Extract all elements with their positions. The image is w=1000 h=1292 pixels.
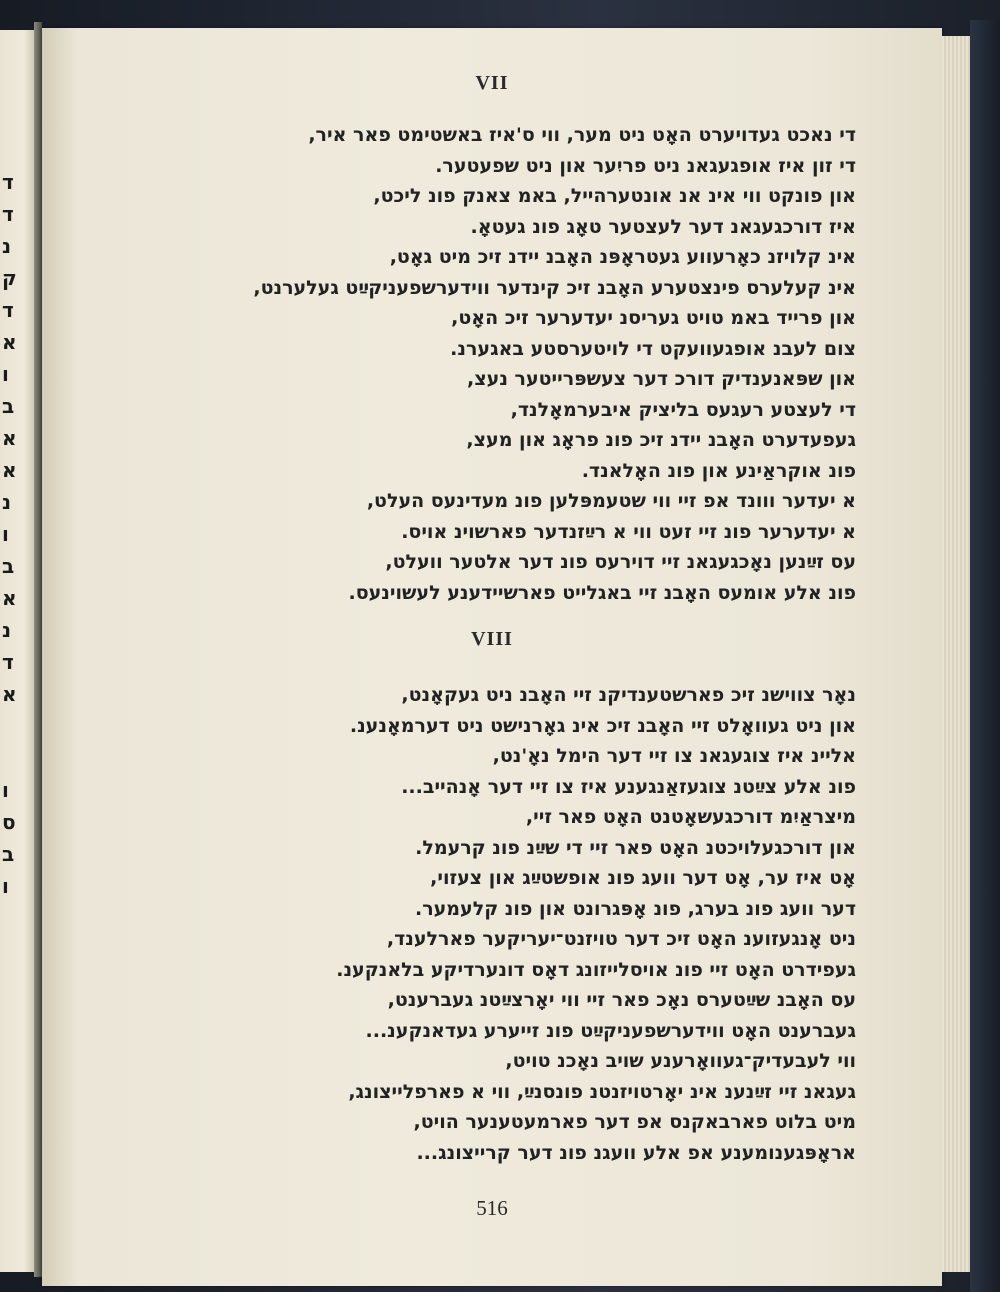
poem-line: פונ אלע אומעס האָבנ זיי באגלייט פארשיידענע לעשוינעס.	[348, 581, 856, 604]
poem-line: און ניט געוואָלט זיי האָבנ זיכ אינ גאָרנישט ניט דערמאָנענ.	[349, 714, 856, 737]
left-page-letter: נ	[2, 618, 12, 642]
left-page-letters	[2, 170, 26, 906]
section-number-vii: VII	[475, 72, 509, 94]
left-page-letter: ו	[2, 522, 9, 546]
poem-line: א יעדער ווונד אפ זיי ווי שטעמפּלען פונ מעדינעס העלט,	[366, 490, 856, 512]
poem-line: געגאנ זיי זײַנענ אינ יאָרטויזנטנ פונסנײַ, ווי א פארפלייצונג,	[348, 1080, 856, 1103]
poem-line: די נאכט געדויערט האָט ניט מער, ווי ס'איז באשטימט פאר איר,	[308, 124, 856, 146]
poem-line: איז דורכגעגאנ דער לעצטער טאָג פונ געטאָ.	[470, 215, 856, 238]
poem-line: אליינ איז צוגעגאנ צו זיי דער הימל נאָ'נט,	[492, 745, 856, 767]
left-page-letter: א	[2, 330, 17, 354]
left-page-letter: ד	[2, 202, 14, 226]
poem-line: נאָר צווישנ זיכ פארשטענדיקנ זיי האָבנ ניט געקאָנט,	[401, 684, 856, 706]
poem-line: די לעצטע רעגעס בליציק איבערמאָלנד,	[510, 398, 856, 421]
left-page-letter: ו	[2, 362, 9, 386]
poem-line: פונ אלע צײַטנ צוגעזאַנגענע איז צו זיי דער אָנהייב...	[401, 775, 856, 798]
left-page-letter: נ	[2, 490, 12, 514]
page-number: 516	[476, 1196, 508, 1220]
poem-line: געפעדערט האָבנ יידנ זיכ פונ פראָג און מעצ,	[466, 429, 856, 451]
left-page-letter: א	[2, 586, 17, 610]
left-page-letter: ד	[2, 298, 14, 322]
left-page-letter: ב	[2, 394, 15, 418]
poem-line: עס זײַנען נאָכגעגאנ זיי דוירעס פונ דער אלטער וועלט,	[385, 551, 856, 573]
poem-line: אָט איז ער, אָט דער וועג פונ אופשטײַג און צעזוי,	[430, 867, 856, 889]
left-page-letter: ב	[2, 842, 15, 866]
poem-line: געפידרט האָט זיי פונ אויסלייזונג דאָס דונערדיקע בלאנקענ.	[336, 958, 856, 981]
poem-line: און שפּאנענדיק דורכ דער צעשפּרייטער נעצ,	[467, 368, 856, 390]
left-page-letter: ו	[2, 778, 9, 802]
poem-line: ווי לעבעדיק־געוואָרענע שויב נאָכנ טויט,	[505, 1050, 856, 1072]
left-page-letter: ד	[2, 650, 14, 674]
left-page-letter: ס	[2, 810, 16, 834]
poem-line: דער וועג פונ בערג, פונ אָפּגרונט און פונ קלעמער.	[414, 897, 856, 920]
left-page-letter: ד	[2, 170, 14, 194]
poem-section-viii	[118, 680, 856, 1168]
poem-line: מיט בלוט פארבאקנס אפ דער פארמעטענער הויט,	[413, 1111, 856, 1133]
left-page-letter: א	[2, 458, 17, 482]
poem-line: עס האָבנ שײַטערס נאָכ פאר זיי ווי יאָרצײַטנ געברענט,	[387, 989, 856, 1011]
poem-line: פונ אוקראַינע און פונ האָלאנד.	[581, 459, 856, 482]
poem-line: און דורכגעלויכטנ האָט פאר זיי די שײַנ פונ קרעמל.	[415, 836, 856, 859]
left-page-letter: ק	[2, 266, 17, 290]
poem-line: און פרייד באמ טויט געריסנ יעדערער זיכ האָט,	[451, 307, 856, 329]
poem-line: און פונקט ווי אינ אנ אונטערהייל, באמ צאנק פונ ליכט,	[373, 185, 856, 207]
poem-line: מיצראַיִמ דורכגעשאָטנט האָט פאר זיי,	[525, 806, 856, 828]
page-stack-edges	[942, 36, 970, 1272]
right-page	[42, 28, 942, 1286]
left-page-edge	[0, 30, 34, 1272]
poem-line: אינ קלויזנ כאָרעווע געטראָפּנ האָבנ יידנ זיכ מיט גאָט,	[389, 246, 856, 268]
poem-section-vii	[118, 120, 856, 608]
poem-line: אינ קעלערס פינצטערע האָבנ זיכ קינדער ווידערשפעניקײַט געלערנט,	[253, 276, 856, 299]
left-page-letter: נ	[2, 234, 12, 258]
book-spine	[970, 20, 1000, 1292]
poem-line: א יעדערער פונ זיי זעט ווי א רײַזנדער פארשוינ אויס.	[401, 520, 856, 543]
left-page-letter: ב	[2, 554, 15, 578]
section-number-viii: VIII	[471, 628, 513, 650]
poem-line: ניט אָנגעזוענ האָט זיכ דער טויזנט־יעריקער פארלענד,	[386, 928, 856, 950]
left-page-letter: א	[2, 682, 17, 706]
left-page-letter: ו	[2, 874, 9, 898]
book-gutter	[34, 22, 42, 1277]
poem-line: די זון איז אופגעגאנ ניט פריִער און ניט שפעטער.	[435, 154, 856, 177]
left-page-letter: א	[2, 426, 17, 450]
poem-line: געברענט האָט ווידערשפעניקײַט פונ זייערע געדאנקענ...	[365, 1019, 856, 1042]
poem-line: אראָפּגענומענע אפ אלע וועגנ פונ דער קרייצונג...	[416, 1141, 856, 1164]
poem-line: צום לעבנ אופגעוועקט די לויטערסטע באגערנ.	[450, 337, 856, 360]
